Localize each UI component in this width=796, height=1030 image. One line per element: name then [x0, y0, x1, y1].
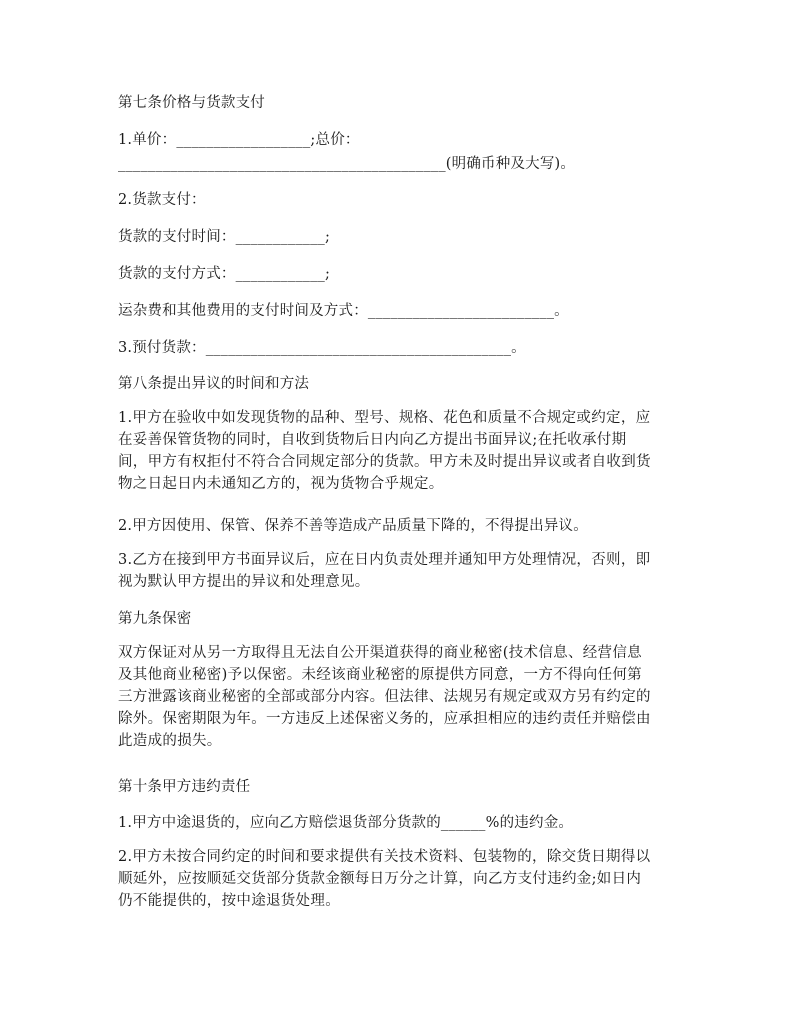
article-7-heading: 第七条价格与货款支付: [118, 95, 265, 111]
article-9-heading: 第九条保密: [118, 611, 192, 627]
objection-paragraph-1: [118, 407, 683, 495]
freight-payment-line: 运杂费和其他费用的支付时间及方式：_________________________。: [118, 303, 569, 319]
paragraph-line: 间，甲方有权拒付不符合合同规定部分的货款。甲方未及时提出异议或者自收到货: [118, 454, 651, 470]
breach-paragraph-2: [118, 846, 683, 912]
paragraph-line: 此造成的损失。: [118, 733, 222, 749]
paragraph-line: 2.甲方未按合同约定的时间和要求提供有关技术资料、包装物的，除交货日期得以: [118, 849, 651, 865]
paragraph-line: 视为默认甲方提出的异议和处理意见。: [118, 574, 370, 590]
unit-price-total-line: 1.单价：__________________;总价：: [118, 132, 360, 148]
objection-paragraph-2: 2.甲方因使用、保管、保养不善等造成产品质量下降的，不得提出异议。: [118, 518, 588, 534]
paragraph-line: 三方泄露该商业秘密的全部或部分内容。但法律、法规另有规定或双方另有约定的: [118, 689, 651, 705]
paragraph-line: 1.甲方在验收中如发现货物的品种、型号、规格、花色和质量不合规定或约定，应: [118, 410, 651, 426]
paragraph-line: 3.乙方在接到甲方书面异议后，应在日内负责处理并通知甲方处理情况，否则，即: [118, 552, 651, 568]
paragraph-line: 仍不能提供的，按中途退货处理。: [118, 893, 340, 909]
paragraph-line: 物之日起日内未通知乙方的，视为货物合乎规定。: [118, 476, 444, 492]
paragraph-line: 双方保证对从另一方取得且无法自公开渠道获得的商业秘密(技术信息、经营信息: [118, 645, 642, 661]
objection-paragraph-3: [118, 549, 683, 593]
paragraph-line: 顺延外，应按顺延交货部分货款金额每日万分之计算，向乙方支付违约金;如日内: [118, 871, 642, 887]
currency-line: ____________________________________________(明确币种及大写)。: [118, 156, 576, 172]
prepayment-line: 3.预付货款：_________________________________________。: [118, 340, 526, 356]
paragraph-line: 除外。保密期限为年。一方违反上述保密义务的，应承担相应的违约责任并赔偿由: [118, 711, 651, 727]
payment-method-line: 货款的支付方式：____________;: [118, 266, 331, 282]
paragraph-line: 及其他商业秘密)予以保密。未经该商业秘密的原提供方同意，一方不得向任何第: [118, 667, 642, 683]
payment-time-line: 货款的支付时间：____________;: [118, 229, 331, 245]
article-8-heading: 第八条提出异议的时间和方法: [118, 376, 310, 392]
payment-heading: 2.货款支付：: [118, 192, 206, 208]
article-10-heading: 第十条甲方违约责任: [118, 779, 251, 795]
breach-paragraph-1: 1.甲方中途退货的，应向乙方赔偿退货部分货款的______%的违约金。: [118, 815, 574, 831]
paragraph-line: 在妥善保管货物的同时，自收到货物后日内向乙方提出书面异议;在托收承付期: [118, 432, 627, 448]
confidentiality-paragraph: [118, 642, 683, 752]
